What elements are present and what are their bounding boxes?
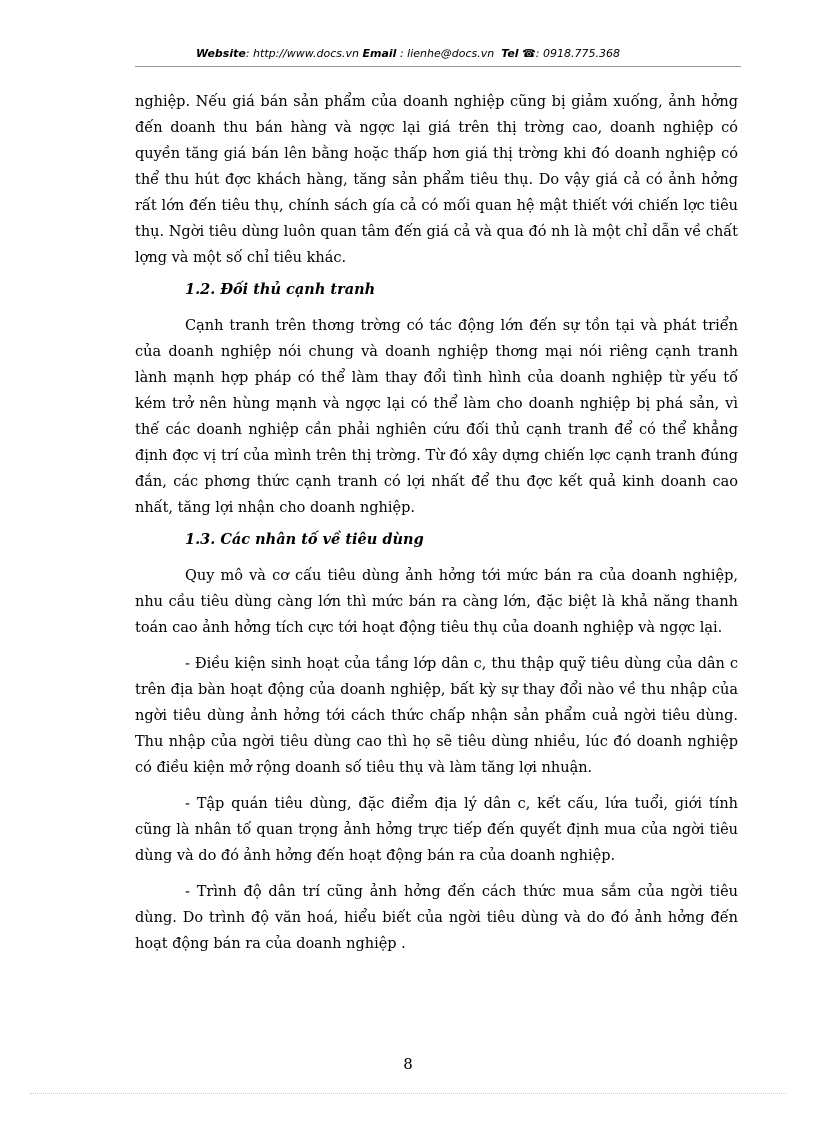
tel-value: : 0918.775.368 xyxy=(535,47,620,60)
paragraph: Quy mô và cơ cấu tiêu dùng ảnh hởng tới mức bán ra của doanh nghiệp, nhu cầu tiêu dùng càng lớn thì mức bán ra càng lớn, đặc biệt là khả năng thanh toán cao ảnh hởng tích cực tới hoạt động tiêu thụ của doanh nghiệp và ngợc lại. xyxy=(135,568,738,636)
paragraph: nghiệp. Nếu giá bán sản phẩm của doanh nghiệp cũng bị giảm xuống, ảnh hởng đến doanh thu bán hàng và ngợc lại giá trên thị trờng cao, doanh nghiệp có quyền tăng giá bán lên bằng hoặc thấp hơn giá thị trờng khi đó doanh nghiệp có thể thu hút đợc khách hàng, tăng sản phẩm tiêu thụ. Do vậy giá cả có ảnh hởng rất lớn đến tiêu thụ, chính sách gía cả có mối quan hệ mật thiết với chiến lợc tiêu thụ. Ngời tiêu dùng luôn quan tâm đến giá cả và qua đó nh là một chỉ dẫn về chất lợng và một số chỉ tiêu khác. xyxy=(135,94,738,266)
page-number: 8 xyxy=(403,1055,413,1073)
page-header xyxy=(0,47,816,60)
header-rule xyxy=(135,66,741,67)
section-heading: 1.3. Các nhân tố về tiêu dùng xyxy=(185,531,424,548)
section-heading: 1.2. Đối thủ cạnh tranh xyxy=(185,281,376,298)
footer-rule xyxy=(30,1093,786,1094)
email-label: Email xyxy=(362,47,397,60)
website-label: Website xyxy=(196,47,246,60)
tel-label: Tel xyxy=(501,47,519,60)
telephone-icon: ☎ xyxy=(522,47,536,60)
document-body xyxy=(135,89,738,957)
paragraph: - Tập quán tiêu dùng, đặc điểm địa lý dân c, kết cấu, lứa tuổi, giới tính cũng là nhân tố quan trọng ảnh hởng trực tiếp đến quyết định mua của ngời tiêu dùng và do đó ảnh hởng đến hoạt động bán ra của doanh nghiệp. xyxy=(135,796,738,864)
website-value: : http://www.docs.vn xyxy=(245,47,360,60)
email-value: : lienhe@docs.vn xyxy=(396,47,495,60)
paragraph: - Điều kiện sinh hoạt của tầng lớp dân c, thu thập quỹ tiêu dùng của dân c trên địa bàn hoạt động của doanh nghiệp, bất kỳ sự thay đổi nào về thu nhập của ngời tiêu dùng ảnh hởng tới cách thức chấp nhận sản phẩm cuả ngời tiêu dùng. Thu nhập của ngời tiêu dùng cao thì họ sẽ tiêu dùng nhiều, lúc đó doanh nghiệp có điều kiện mở rộng doanh số tiêu thụ và làm tăng lợi nhuận. xyxy=(135,656,738,776)
paragraph: Cạnh tranh trên thơng trờng có tác động lớn đến sự tồn tại và phát triển của doanh nghiệp nói chung và doanh nghiệp thơng mại nói riêng cạnh tranh lành mạnh hợp pháp có thể làm thay đổi tình hình của doanh nghiệp từ yếu tố kém trở nên hùng mạnh và ngợc lại có thể làm cho doanh nghiệp bị phá sản, vì thế các doanh nghiệp cần phải nghiên cứu đối thủ cạnh tranh để có thể khẳng định đợc vị trí của mình trên thị trờng. Từ đó xây dựng chiến lợc cạnh tranh đúng đắn, các phơng thức cạnh tranh có lợi nhất để thu đợc kết quả kinh doanh cao nhất, tăng lợi nhận cho doanh nghiệp. xyxy=(135,318,738,516)
paragraph: - Trình độ dân trí cũng ảnh hởng đến cách thức mua sắm của ngời tiêu dùng. Do trình độ văn hoá, hiểu biết của ngời tiêu dùng và do đó ảnh hởng đến hoạt động bán ra của doanh nghiệp . xyxy=(135,884,738,952)
